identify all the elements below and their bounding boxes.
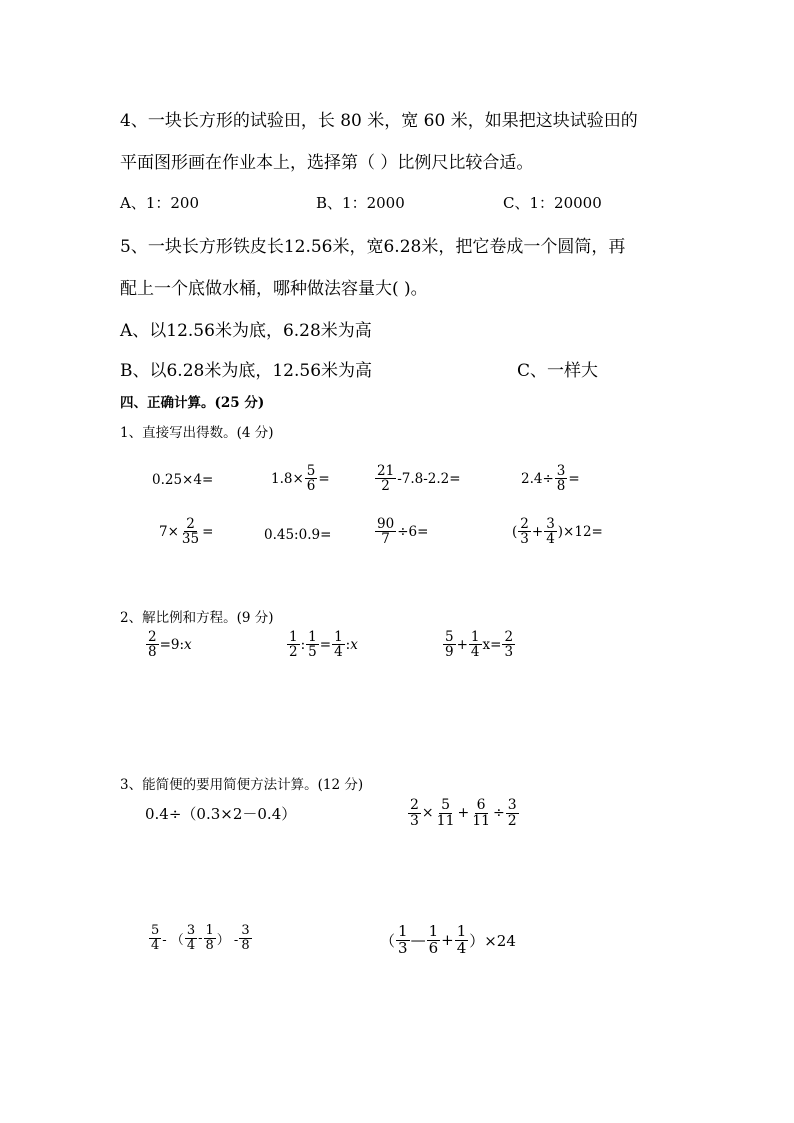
numerator: 5 (151, 923, 160, 938)
calc-4 (380, 924, 516, 957)
fraction (239, 924, 251, 952)
expr-text: = (568, 470, 580, 487)
expr-text: + (457, 805, 470, 822)
numerator: 5 (445, 629, 454, 645)
numerator: 1 (205, 923, 214, 938)
denominator: 4 (186, 937, 196, 953)
expr-7 (374, 517, 428, 546)
variable-x: x (184, 636, 192, 653)
sub1-title: 1、直接写出得数。(4 分) (120, 425, 274, 441)
expr-text: 0.25×4= (152, 472, 214, 488)
numerator: 2 (410, 797, 419, 813)
proportion-2 (286, 630, 358, 659)
expr-text: + (456, 636, 468, 653)
expr-text: 0.45:0.9= (264, 527, 332, 543)
expr-text: : (300, 636, 306, 653)
expr-4 (521, 464, 580, 493)
denominator: 3 (398, 938, 408, 957)
fraction (149, 924, 161, 952)
expr-text: = (202, 523, 214, 540)
numerator: 3 (546, 516, 555, 532)
denominator: 7 (381, 531, 390, 548)
expr-text: ÷6= (397, 523, 429, 540)
numerator: 3 (186, 923, 196, 938)
denominator: 6 (306, 478, 316, 495)
numerator: 6 (476, 797, 486, 813)
expr-text: - （ (162, 932, 184, 948)
q4-line2: 平面图形画在作业本上，选择第（ ）比例尺比较合适。 (120, 153, 534, 173)
denominator: 8 (148, 644, 157, 661)
q5-option-c: C、一样大 (517, 361, 599, 381)
equation-1 (442, 630, 516, 659)
section4-title: 四、正确计算。(25 分) (120, 395, 265, 411)
calc-2 (407, 798, 520, 828)
denominator: 2 (507, 812, 517, 829)
denominator: 3 (520, 531, 529, 548)
numerator: 1 (428, 922, 439, 940)
calc-1: 0.4÷（0.3×2－0.4） (145, 805, 297, 823)
expr-text: x= (482, 636, 502, 653)
q5-line2: 配上一个底做水桶，哪种做法容量大( )。 (120, 279, 428, 299)
numerator: 21 (377, 463, 395, 479)
fraction (435, 798, 457, 828)
numerator: 5 (306, 463, 316, 479)
fraction (146, 630, 159, 659)
denominator: 11 (472, 812, 491, 829)
expr-text: ） - (216, 932, 239, 948)
numerator: 1 (334, 629, 343, 645)
numerator: 1 (456, 922, 467, 940)
numerator: 3 (241, 923, 250, 938)
q4-option-a: A、1：200 (120, 194, 200, 212)
fraction (305, 464, 318, 493)
q4-option-b: B、1：2000 (316, 194, 405, 212)
expr-text: 1.8× (271, 470, 304, 487)
denominator: 8 (556, 478, 566, 495)
denominator: 2 (289, 644, 298, 661)
expr-text: 2.4÷ (521, 470, 554, 487)
numerator: 2 (186, 516, 195, 532)
expr-text: : (345, 636, 351, 653)
fraction (408, 798, 421, 828)
denominator: 8 (241, 937, 250, 953)
numerator: 1 (470, 629, 480, 645)
expr-1 (152, 472, 213, 488)
numerator: 1 (289, 629, 298, 645)
q5-option-b: B、以6.28米为底，12.56米为高 (120, 361, 373, 381)
expr-6 (264, 527, 331, 543)
sub2-title: 2、解比例和方程。(9 分) (120, 610, 274, 626)
expr-3 (374, 464, 461, 493)
fraction (469, 630, 482, 659)
denominator: 4 (456, 938, 467, 957)
numerator: 3 (556, 463, 566, 479)
expr-text: - (198, 930, 203, 946)
numerator: 2 (520, 516, 529, 532)
expr-text: ）×24 (469, 931, 516, 950)
q4-line1: 4、一块长方形的试验田，长 80 米，宽 60 米，如果把这块试验田的 (120, 111, 638, 131)
denominator: 9 (445, 644, 454, 661)
q4-option-c: C、1：20000 (503, 194, 602, 212)
fraction (544, 517, 557, 546)
denominator: 2 (381, 478, 390, 495)
fraction (185, 924, 197, 952)
numerator: 2 (148, 629, 157, 645)
expr-text: ( (512, 523, 518, 540)
fraction (332, 630, 345, 659)
numerator: 5 (441, 797, 451, 813)
fraction (455, 924, 469, 957)
denominator: 11 (436, 812, 455, 829)
fraction (375, 517, 396, 546)
fraction (502, 630, 515, 659)
denominator: 4 (151, 937, 160, 953)
numerator: 2 (504, 629, 514, 645)
numerator: 1 (398, 922, 408, 940)
numerator: 1 (308, 629, 317, 645)
expr-text: = (319, 636, 332, 653)
sub3-title: 3、能简便的要用简便方法计算。(12 分) (120, 777, 364, 793)
denominator: 3 (410, 812, 419, 829)
calc-3 (148, 924, 253, 952)
expr-text: =9: (159, 636, 185, 653)
expr-text: （ (380, 931, 396, 950)
expr-text: )×12= (557, 523, 603, 540)
q5-option-a: A、以12.56米为底，6.28米为高 (120, 321, 372, 341)
denominator: 4 (470, 644, 480, 661)
proportion-1 (145, 630, 192, 659)
fraction (396, 924, 410, 957)
denominator: 3 (504, 644, 514, 661)
fraction (180, 517, 201, 546)
expr-text: — (410, 931, 426, 950)
expr-2 (271, 464, 330, 493)
fraction (287, 630, 300, 659)
fraction (204, 924, 216, 952)
expr-text: = (318, 470, 330, 487)
numerator: 90 (377, 516, 395, 532)
fraction (427, 924, 441, 957)
fraction (555, 464, 568, 493)
numerator: 3 (507, 797, 517, 813)
q5-line1: 5、一块长方形铁皮长12.56米，宽6.28米，把它卷成一个圆筒，再 (120, 237, 626, 257)
fraction (375, 464, 396, 493)
denominator: 35 (181, 531, 200, 548)
fraction (470, 798, 492, 828)
fraction (443, 630, 456, 659)
variable-x: x (350, 636, 358, 653)
expr-text: + (531, 523, 544, 540)
expr-5 (159, 517, 213, 546)
expr-text: ÷ (493, 805, 505, 822)
fraction (306, 630, 319, 659)
denominator: 5 (308, 644, 317, 661)
denominator: 6 (428, 938, 439, 957)
denominator: 4 (546, 531, 555, 548)
fraction (518, 517, 531, 546)
denominator: 4 (334, 644, 343, 661)
fraction (506, 798, 519, 828)
expr-8 (512, 517, 603, 546)
denominator: 8 (205, 937, 214, 953)
expr-text: 7× (159, 523, 179, 540)
expr-text: -7.8-2.2= (397, 470, 461, 487)
expr-text: + (441, 931, 454, 950)
expr-text: × (421, 805, 434, 822)
